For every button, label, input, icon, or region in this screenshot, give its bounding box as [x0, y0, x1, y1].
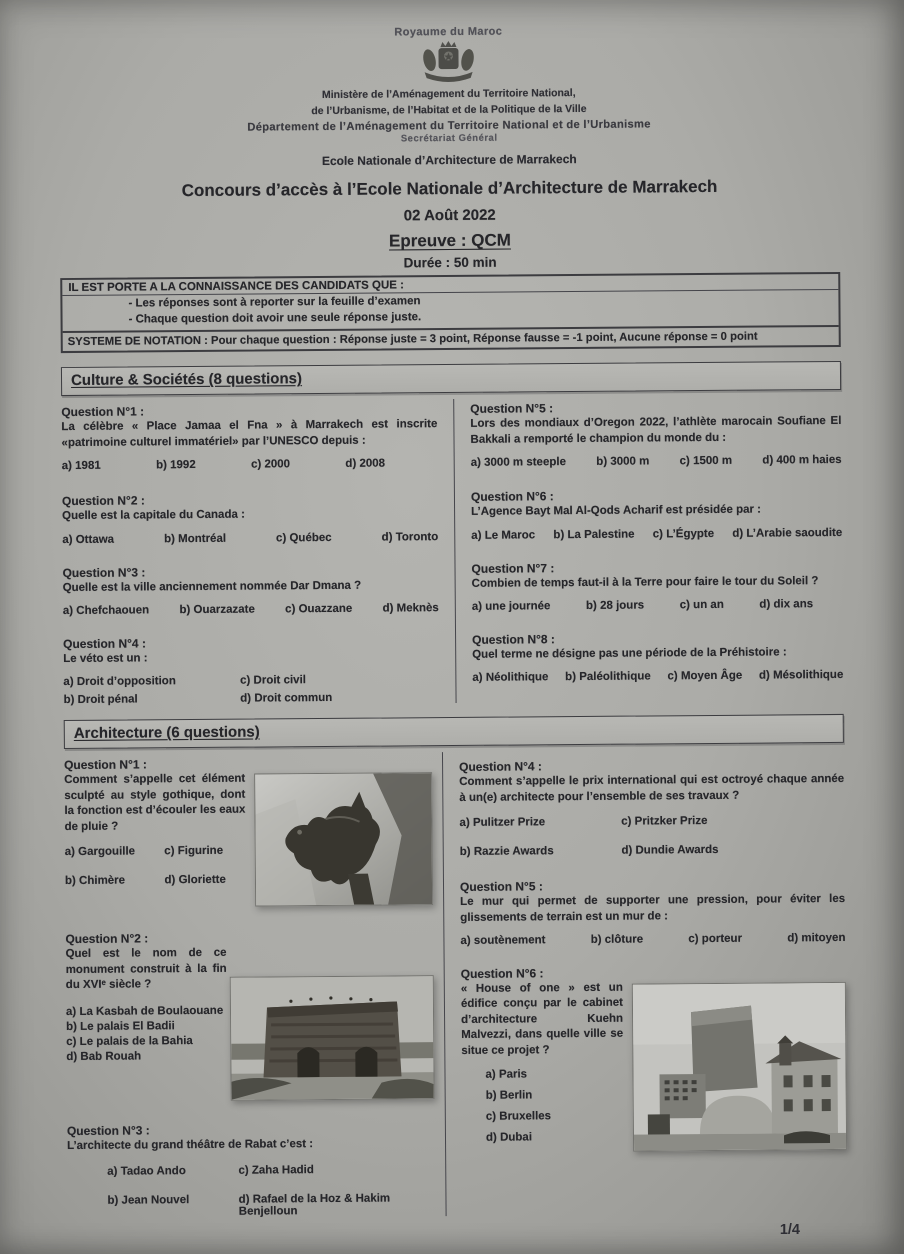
- question-label: Question N°6 :: [460, 966, 544, 981]
- option-d: d) Meknès: [382, 602, 439, 615]
- letterhead: [58, 23, 839, 170]
- exam-date: 02 Août 2022: [403, 206, 496, 225]
- question-text: Comment s’appelle le prix international qui est octroyé chaque année à un(e) architecte pour l’ensemble de ses travaux ?: [459, 773, 845, 804]
- option-c: c) Pritzker Prize: [621, 815, 708, 828]
- architecture-q5: [460, 877, 846, 947]
- option-a: a) Ottawa: [62, 533, 115, 546]
- notice-items: [62, 290, 838, 333]
- question-text: L’architecte du grand théâtre de Rabat c’est :: [67, 1138, 314, 1153]
- question-label: Question N°4 :: [63, 636, 146, 651]
- option-b: b) Montréal: [164, 532, 227, 545]
- ministry-line-1: Ministère de l’Aménagement du Territoire National,: [321, 87, 576, 102]
- question-options: [472, 598, 813, 613]
- architecture-q6: [461, 964, 847, 1153]
- option-b: b) Chimère: [64, 874, 126, 888]
- option-a: a) Paris: [485, 1068, 528, 1081]
- question-label: Question N°2 :: [65, 931, 149, 947]
- option-c: c) L’Égypte: [652, 527, 715, 540]
- question-text: « House of one » est un édifice conçu par le cabinet d’architecture Kuehn Malvezzi, dans quelle ville se situe ce projet ?: [460, 981, 624, 1057]
- question-options: [62, 458, 385, 473]
- architecture-q3: [67, 1121, 436, 1218]
- culture-left-column: [61, 399, 455, 706]
- question-text: Quel terme ne désigne pas une période de la Préhistoire :: [472, 646, 787, 661]
- culture-q6: [471, 487, 842, 541]
- question-options: [66, 1004, 227, 1062]
- option-c: c) Le palais de la Bahia: [66, 1034, 193, 1048]
- option-a: a) Néolithique: [472, 671, 549, 685]
- option-d: d) Rafael de la Hoz & Hakim Benjelloun: [238, 1192, 391, 1218]
- candidate-notice-box: [60, 272, 841, 353]
- question-text: Le mur qui permet de supporter une pression, pour éviter les glissements de terrain est un mur de :: [460, 893, 846, 924]
- option-a: a) La Kasbah de Boulaouane: [65, 1004, 224, 1018]
- question-label: Question N°2 :: [61, 493, 145, 509]
- question-options: [62, 531, 438, 546]
- option-c: c) un an: [679, 598, 724, 612]
- option-b: b) Razzie Awards: [459, 845, 554, 859]
- question-label: Question N°3 :: [66, 1123, 150, 1139]
- option-c: c) Bruxelles: [485, 1110, 552, 1123]
- question-options: [65, 845, 246, 887]
- page-title: Concours d’accès à l’Ecole Nationale d’Architecture de Marrakech: [181, 177, 718, 201]
- option-b: b) La Palestine: [553, 528, 635, 541]
- architecture-left-column: [64, 752, 446, 1218]
- notice-item-2: - Chaque question doit avoir une seule réponse juste.: [128, 311, 422, 326]
- architecture-right-column: [442, 749, 848, 1216]
- question-text: Lors des mondiaux d’Oregon 2022, l’athlète marocain Soufiane El Bakkali a remporté le champion du monde du :: [470, 415, 842, 446]
- option-d: d) Mésolithique: [758, 669, 844, 682]
- question-options: [459, 814, 844, 858]
- question-label: Question N°6 :: [470, 489, 554, 504]
- question-options: [461, 1068, 624, 1144]
- question-text: L’Agence Bayt Mal Al-Qods Acharif est présidée par :: [471, 503, 762, 518]
- option-c: c) Figurine: [164, 844, 224, 858]
- kingdom-title: Royaume du Maroc: [394, 25, 503, 39]
- question-options: [471, 526, 842, 541]
- secretariat-line: Secrétariat Général: [400, 132, 498, 145]
- question-options: [460, 932, 845, 947]
- section-title-architecture: Architecture (6 questions): [73, 723, 260, 743]
- architecture-q2: [65, 930, 434, 1103]
- option-c: c) Zaha Hadid: [238, 1163, 314, 1177]
- option-a: a) soutènement: [460, 934, 546, 947]
- architecture-q4: [459, 757, 845, 858]
- question-text: Combien de temps faut-il à la Terre pour faire le tour du Soleil ?: [471, 574, 819, 590]
- culture-q5: [470, 399, 842, 469]
- question-text: Le véto est un :: [63, 652, 148, 665]
- culture-right-column: [453, 396, 843, 703]
- department-line: Département de l’Aménagement du Territoire National et de l’Urbanisme: [247, 118, 651, 134]
- school-line: Ecole Nationale d’Architecture de Marrakech: [321, 152, 577, 169]
- option-d: d) 2008: [345, 457, 386, 470]
- question-text: Quel est le nom de ce monument construit à la fin du XVIᵉ siècle ?: [65, 947, 227, 992]
- option-d: d) dix ans: [759, 598, 814, 611]
- question-options: [63, 602, 439, 617]
- option-a: a) une journée: [471, 600, 551, 613]
- option-b: b) clôture: [590, 933, 644, 946]
- option-c: c) Québec: [275, 531, 332, 544]
- option-d: d) Bab Rouah: [66, 1050, 142, 1063]
- notice-item-1: - Les réponses sont à reporter sur la feuille d’examen: [128, 295, 421, 310]
- option-c: c) Ouazzane: [285, 602, 353, 616]
- option-d: d) mitoyen: [787, 931, 846, 945]
- option-a: a) Le Maroc: [471, 528, 536, 542]
- option-a: a) Pulitzer Prize: [459, 816, 546, 830]
- option-d: d) Gloriette: [164, 873, 226, 887]
- option-b: b) Paléolithique: [565, 670, 651, 684]
- option-b: b) 1992: [156, 459, 196, 472]
- option-c: c) Moyen Âge: [667, 670, 743, 683]
- question-label: Question N°3 :: [62, 564, 146, 580]
- question-label: Question N°7 :: [471, 560, 555, 576]
- question-label: Question N°5 :: [470, 401, 554, 417]
- option-b: b) 28 jours: [585, 599, 645, 612]
- architecture-q1: [64, 756, 433, 909]
- question-label: Question N°5 :: [459, 879, 543, 895]
- moroccan-coat-of-arms-icon: [417, 40, 479, 86]
- question-label: Question N°1 :: [64, 757, 147, 773]
- option-c: c) porteur: [688, 932, 743, 946]
- option-c: c) Droit civil: [240, 674, 306, 688]
- question-text: La célèbre « Place Jamaa el Fna » à Marrakech est inscrite «patrimoine culturel immatériel» par l’UNESCO depuis :: [61, 418, 438, 449]
- section-title-culture: Culture & Sociétés (8 questions): [70, 370, 302, 390]
- option-b: b) Ouarzazate: [179, 603, 255, 617]
- culture-q7: [471, 558, 842, 612]
- culture-q1: [61, 402, 438, 472]
- question-options: [63, 673, 439, 706]
- exam-duration: Durée : 50 min: [403, 254, 497, 271]
- option-b: b) Jean Nouvel: [107, 1193, 190, 1207]
- notice-heading: IL EST PORTE A LA CONNAISSANCE DES CANDIDATS QUE :: [62, 274, 838, 296]
- question-text: Quelle est la ville anciennement nommée Dar Dmana ?: [62, 579, 362, 594]
- culture-q3: [62, 563, 438, 617]
- option-b: b) Le palais El Badii: [66, 1019, 175, 1033]
- option-d: d) 400 m haies: [762, 454, 842, 467]
- culture-q2: [62, 491, 438, 545]
- section-header-culture: [61, 361, 841, 396]
- gargoyle-photo: [254, 773, 433, 907]
- culture-columns: [61, 396, 843, 706]
- culture-q4: [63, 634, 440, 706]
- option-d: d) Toronto: [381, 530, 439, 544]
- architecture-columns: [64, 749, 848, 1219]
- option-c: c) 2000: [251, 458, 291, 471]
- option-a: a) Droit d’opposition: [63, 675, 176, 689]
- option-d: d) L’Arabie saoudite: [732, 526, 843, 540]
- option-b: b) 3000 m: [596, 455, 650, 468]
- kasbah-monument-photo: [230, 976, 435, 1102]
- question-label: Question N°4 :: [459, 759, 542, 775]
- exam-type: Epreuve : QCM: [388, 230, 511, 251]
- house-of-one-building-photo: [632, 982, 847, 1152]
- option-c: c) 1500 m: [679, 454, 733, 468]
- question-text: Comment s’appelle cet élément sculpté au style gothique, dont la fonction est d’écouler les eaux de pluie ?: [64, 772, 246, 833]
- question-text: Quelle est la capitale du Canada :: [62, 508, 245, 523]
- option-d: d) Dundie Awards: [621, 844, 719, 857]
- question-options: [472, 669, 843, 684]
- option-d: d) Dubai: [485, 1131, 533, 1144]
- grading-system-line: SYSTEME DE NOTATION : Pour chaque question : Réponse juste = 3 point, Réponse fausse = -1 point, Aucune réponse = 0 point: [67, 330, 758, 349]
- ministry-line-2: de l’Urbanisme, de l’Habitat et de la Politique de la Ville: [311, 102, 587, 117]
- culture-q8: [472, 630, 843, 684]
- question-options: [471, 454, 842, 469]
- question-label: Question N°1 :: [61, 404, 145, 420]
- option-a: a) 3000 m steeple: [470, 456, 567, 469]
- option-a: a) Gargouille: [64, 845, 136, 859]
- option-a: a) 1981: [61, 459, 101, 473]
- section-header-architecture: [64, 714, 844, 749]
- option-a: a) Chefchaouen: [62, 604, 150, 617]
- option-b: b) Droit pénal: [63, 693, 138, 707]
- option-b: b) Berlin: [485, 1089, 533, 1102]
- question-label: Question N°8 :: [472, 632, 555, 647]
- question-options: [67, 1163, 435, 1219]
- option-a: a) Tadao Ando: [107, 1164, 186, 1178]
- page-number: 1/4: [779, 1222, 800, 1238]
- option-d: d) Droit commun: [240, 692, 333, 706]
